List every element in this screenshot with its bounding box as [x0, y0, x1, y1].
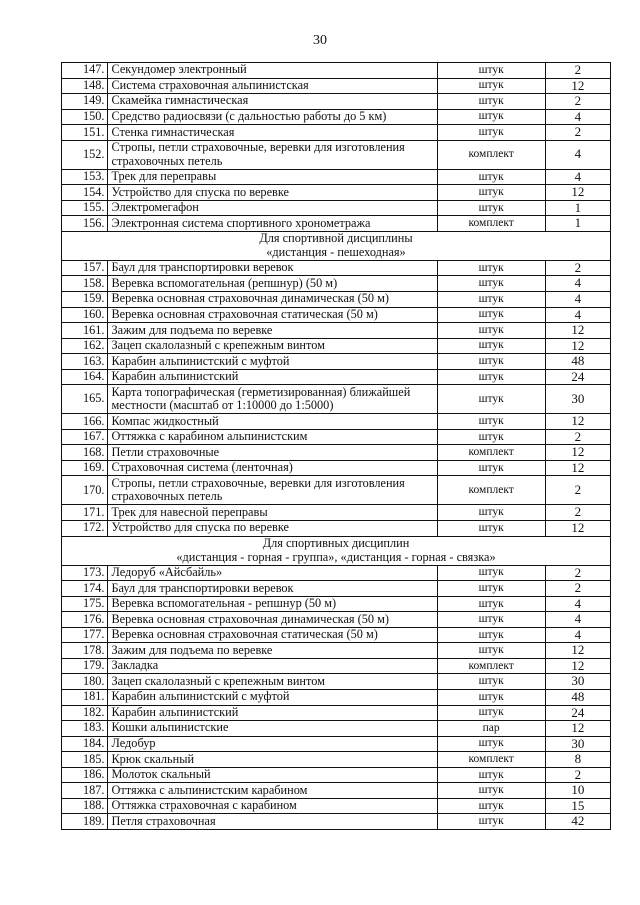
item-name: Скамейка гимнастическая [108, 94, 437, 110]
table-row [62, 109, 611, 125]
item-name: Карабин альпинистский с муфтой [108, 689, 437, 705]
item-quantity: 12 [545, 78, 610, 94]
item-number: 186. [62, 767, 108, 783]
page-number: 30 [313, 33, 327, 48]
item-unit: штук [437, 460, 545, 476]
item-quantity: 1 [545, 216, 610, 232]
item-number: 176. [62, 612, 108, 628]
item-name: Стропы, петли страховочные, веревки для изготовления страховочных петель [108, 476, 437, 505]
item-name: Устройство для спуска по веревке [108, 185, 437, 201]
item-name: Страховочная система (ленточная) [108, 460, 437, 476]
table-row [62, 354, 611, 370]
item-quantity: 2 [545, 505, 610, 521]
item-quantity: 4 [545, 596, 610, 612]
item-quantity: 2 [545, 476, 610, 505]
section-title-line1: Для спортивной дисциплины [259, 231, 413, 246]
item-unit: штук [437, 798, 545, 814]
section-header [62, 231, 611, 260]
item-quantity: 2 [545, 565, 610, 581]
item-name: Веревка вспомогательная (репшнур) (50 м) [108, 276, 437, 292]
item-name: Карабин альпинистский [108, 369, 437, 385]
item-unit: штук [437, 581, 545, 597]
table-row [62, 307, 611, 323]
item-name: Электронная система спортивного хронометража [108, 216, 437, 232]
item-unit: штук [437, 292, 545, 308]
item-name: Оттяжка с карабином альпинистским [108, 429, 437, 445]
item-number: 172. [62, 521, 108, 537]
item-number: 168. [62, 445, 108, 461]
item-name: Трек для переправы [108, 169, 437, 185]
section-title-line1: Для спортивных дисциплин [262, 535, 410, 550]
item-name: Веревка основная страховочная статическая (50 м) [108, 307, 437, 323]
table-row [62, 705, 611, 721]
table-row [62, 276, 611, 292]
item-unit: пар [437, 721, 545, 737]
item-unit: штук [437, 767, 545, 783]
item-quantity: 2 [545, 63, 610, 79]
item-number: 157. [62, 260, 108, 276]
item-name: Электромегафон [108, 200, 437, 216]
item-number: 162. [62, 338, 108, 354]
item-quantity: 2 [545, 125, 610, 141]
section-title-line2: «дистанция - горная - группа», «дистанция - горная - связка» [176, 549, 496, 564]
item-unit: штук [437, 200, 545, 216]
item-quantity: 4 [545, 307, 610, 323]
item-number: 183. [62, 721, 108, 737]
item-unit: штук [437, 689, 545, 705]
equipment-table [61, 62, 611, 830]
item-name: Петли страховочные [108, 445, 437, 461]
item-name: Трек для навесной переправы [108, 505, 437, 521]
item-quantity: 24 [545, 369, 610, 385]
table-row [62, 323, 611, 339]
item-name: Оттяжка с альпинистским карабином [108, 783, 437, 799]
item-quantity: 12 [545, 460, 610, 476]
item-number: 174. [62, 581, 108, 597]
table-row [62, 216, 611, 232]
item-name: Веревка основная страховочная динамическая (50 м) [108, 292, 437, 308]
item-name: Устройство для спуска по веревке [108, 521, 437, 537]
item-number: 156. [62, 216, 108, 232]
item-unit: штук [437, 627, 545, 643]
item-quantity: 12 [545, 445, 610, 461]
item-number: 151. [62, 125, 108, 141]
item-unit: штук [437, 385, 545, 414]
item-unit: штук [437, 323, 545, 339]
item-quantity: 30 [545, 674, 610, 690]
item-name: Петля страховочная [108, 814, 437, 830]
item-number: 178. [62, 643, 108, 659]
item-quantity: 4 [545, 276, 610, 292]
table-row [62, 767, 611, 783]
item-name: Оттяжка страховочная с карабином [108, 798, 437, 814]
table-row [62, 627, 611, 643]
item-quantity: 4 [545, 169, 610, 185]
table-row [62, 476, 611, 505]
table-row [62, 78, 611, 94]
item-unit: штук [437, 78, 545, 94]
item-name: Зацеп скалолазный с крепежным винтом [108, 674, 437, 690]
item-name: Компас жидкостный [108, 414, 437, 430]
table-row [62, 752, 611, 768]
item-unit: штук [437, 814, 545, 830]
item-unit: штук [437, 705, 545, 721]
item-quantity: 10 [545, 783, 610, 799]
item-quantity: 4 [545, 627, 610, 643]
table-row [62, 414, 611, 430]
section-header [62, 536, 611, 565]
table-row [62, 674, 611, 690]
table-row [62, 140, 611, 169]
item-quantity: 48 [545, 354, 610, 370]
table-row [62, 505, 611, 521]
item-number: 167. [62, 429, 108, 445]
item-number: 182. [62, 705, 108, 721]
item-quantity: 4 [545, 140, 610, 169]
table-row [62, 721, 611, 737]
item-unit: штук [437, 643, 545, 659]
table-row [62, 169, 611, 185]
item-quantity: 2 [545, 767, 610, 783]
item-quantity: 15 [545, 798, 610, 814]
item-number: 184. [62, 736, 108, 752]
item-number: 173. [62, 565, 108, 581]
item-unit: штук [437, 185, 545, 201]
item-name: Карабин альпинистский [108, 705, 437, 721]
item-name: Закладка [108, 658, 437, 674]
item-number: 159. [62, 292, 108, 308]
item-number: 153. [62, 169, 108, 185]
item-unit: штук [437, 414, 545, 430]
item-name: Стенка гимнастическая [108, 125, 437, 141]
item-number: 180. [62, 674, 108, 690]
item-unit: комплект [437, 752, 545, 768]
item-name: Веревка вспомогательная - репшнур (50 м) [108, 596, 437, 612]
item-unit: штук [437, 612, 545, 628]
item-number: 150. [62, 109, 108, 125]
table-row [62, 581, 611, 597]
item-quantity: 4 [545, 109, 610, 125]
item-unit: штук [437, 521, 545, 537]
table-row [62, 689, 611, 705]
item-quantity: 42 [545, 814, 610, 830]
item-unit: штук [437, 354, 545, 370]
item-quantity: 1 [545, 200, 610, 216]
item-unit: штук [437, 338, 545, 354]
item-unit: комплект [437, 476, 545, 505]
item-name: Карта топографическая (герметизированная) ближайшей местности (масштаб от 1:10000 до 1:5000) [108, 385, 437, 414]
item-name: Секундомер электронный [108, 63, 437, 79]
item-number: 148. [62, 78, 108, 94]
table-row [62, 292, 611, 308]
item-quantity: 12 [545, 658, 610, 674]
item-name: Молоток скальный [108, 767, 437, 783]
item-name: Зажим для подъема по веревке [108, 643, 437, 659]
item-name: Стропы, петли страховочные, веревки для изготовления страховочных петель [108, 140, 437, 169]
item-number: 185. [62, 752, 108, 768]
item-quantity: 4 [545, 292, 610, 308]
item-quantity: 24 [545, 705, 610, 721]
item-quantity: 12 [545, 521, 610, 537]
item-number: 149. [62, 94, 108, 110]
item-number: 160. [62, 307, 108, 323]
table-row [62, 429, 611, 445]
item-number: 158. [62, 276, 108, 292]
item-unit: штук [437, 260, 545, 276]
table-row [62, 643, 611, 659]
table-row [62, 565, 611, 581]
table-row [62, 185, 611, 201]
item-number: 166. [62, 414, 108, 430]
table-row [62, 521, 611, 537]
item-unit: комплект [437, 445, 545, 461]
item-name: Веревка основная страховочная статическая (50 м) [108, 627, 437, 643]
table-row [62, 445, 611, 461]
item-unit: штук [437, 125, 545, 141]
item-name: Веревка основная страховочная динамическая (50 м) [108, 612, 437, 628]
item-name: Зацеп скалолазный с крепежным винтом [108, 338, 437, 354]
item-unit: штук [437, 276, 545, 292]
item-unit: комплект [437, 140, 545, 169]
table-row [62, 460, 611, 476]
table-row [62, 94, 611, 110]
item-unit: штук [437, 63, 545, 79]
item-number: 181. [62, 689, 108, 705]
item-quantity: 48 [545, 689, 610, 705]
section-header-row [62, 536, 611, 565]
item-number: 169. [62, 460, 108, 476]
item-unit: комплект [437, 216, 545, 232]
item-unit: штук [437, 169, 545, 185]
item-quantity: 30 [545, 385, 610, 414]
item-number: 152. [62, 140, 108, 169]
item-quantity: 4 [545, 612, 610, 628]
item-quantity: 30 [545, 736, 610, 752]
item-quantity: 2 [545, 581, 610, 597]
item-name: Ледобур [108, 736, 437, 752]
table-row [62, 338, 611, 354]
section-title-line2: «дистанция - пешеходная» [266, 244, 406, 259]
item-quantity: 12 [545, 338, 610, 354]
item-number: 164. [62, 369, 108, 385]
item-unit: штук [437, 94, 545, 110]
item-number: 177. [62, 627, 108, 643]
table-row [62, 63, 611, 79]
item-unit: штук [437, 505, 545, 521]
item-name: Система страховочная альпинистская [108, 78, 437, 94]
table-row [62, 385, 611, 414]
item-number: 163. [62, 354, 108, 370]
item-quantity: 12 [545, 414, 610, 430]
item-unit: комплект [437, 658, 545, 674]
item-quantity: 2 [545, 429, 610, 445]
table-row [62, 260, 611, 276]
table-row [62, 814, 611, 830]
item-quantity: 12 [545, 721, 610, 737]
item-unit: штук [437, 565, 545, 581]
table-row [62, 612, 611, 628]
item-name: Кошки альпинистские [108, 721, 437, 737]
item-number: 171. [62, 505, 108, 521]
table-row [62, 200, 611, 216]
item-unit: штук [437, 783, 545, 799]
item-name: Карабин альпинистский с муфтой [108, 354, 437, 370]
item-unit: штук [437, 429, 545, 445]
item-quantity: 2 [545, 94, 610, 110]
item-unit: штук [437, 596, 545, 612]
item-unit: штук [437, 674, 545, 690]
item-number: 175. [62, 596, 108, 612]
item-unit: штук [437, 736, 545, 752]
item-unit: штук [437, 369, 545, 385]
table-row [62, 125, 611, 141]
item-number: 189. [62, 814, 108, 830]
table-row [62, 658, 611, 674]
item-name: Ледоруб «Айсбайль» [108, 565, 437, 581]
item-name: Баул для транспортировки веревок [108, 260, 437, 276]
item-quantity: 12 [545, 323, 610, 339]
item-name: Средство радиосвязи (с дальностью работы до 5 км) [108, 109, 437, 125]
item-quantity: 12 [545, 643, 610, 659]
section-header-row [62, 231, 611, 260]
item-number: 154. [62, 185, 108, 201]
item-unit: штук [437, 109, 545, 125]
table-row [62, 783, 611, 799]
item-number: 188. [62, 798, 108, 814]
table-row [62, 798, 611, 814]
item-unit: штук [437, 307, 545, 323]
item-name: Баул для транспортировки веревок [108, 581, 437, 597]
item-number: 161. [62, 323, 108, 339]
item-number: 155. [62, 200, 108, 216]
item-name: Зажим для подъема по веревке [108, 323, 437, 339]
item-number: 147. [62, 63, 108, 79]
item-number: 170. [62, 476, 108, 505]
item-quantity: 2 [545, 260, 610, 276]
table-row [62, 736, 611, 752]
item-number: 187. [62, 783, 108, 799]
item-number: 179. [62, 658, 108, 674]
item-number: 165. [62, 385, 108, 414]
table-row [62, 596, 611, 612]
item-name: Крюк скальный [108, 752, 437, 768]
item-quantity: 12 [545, 185, 610, 201]
item-quantity: 8 [545, 752, 610, 768]
table-row [62, 369, 611, 385]
